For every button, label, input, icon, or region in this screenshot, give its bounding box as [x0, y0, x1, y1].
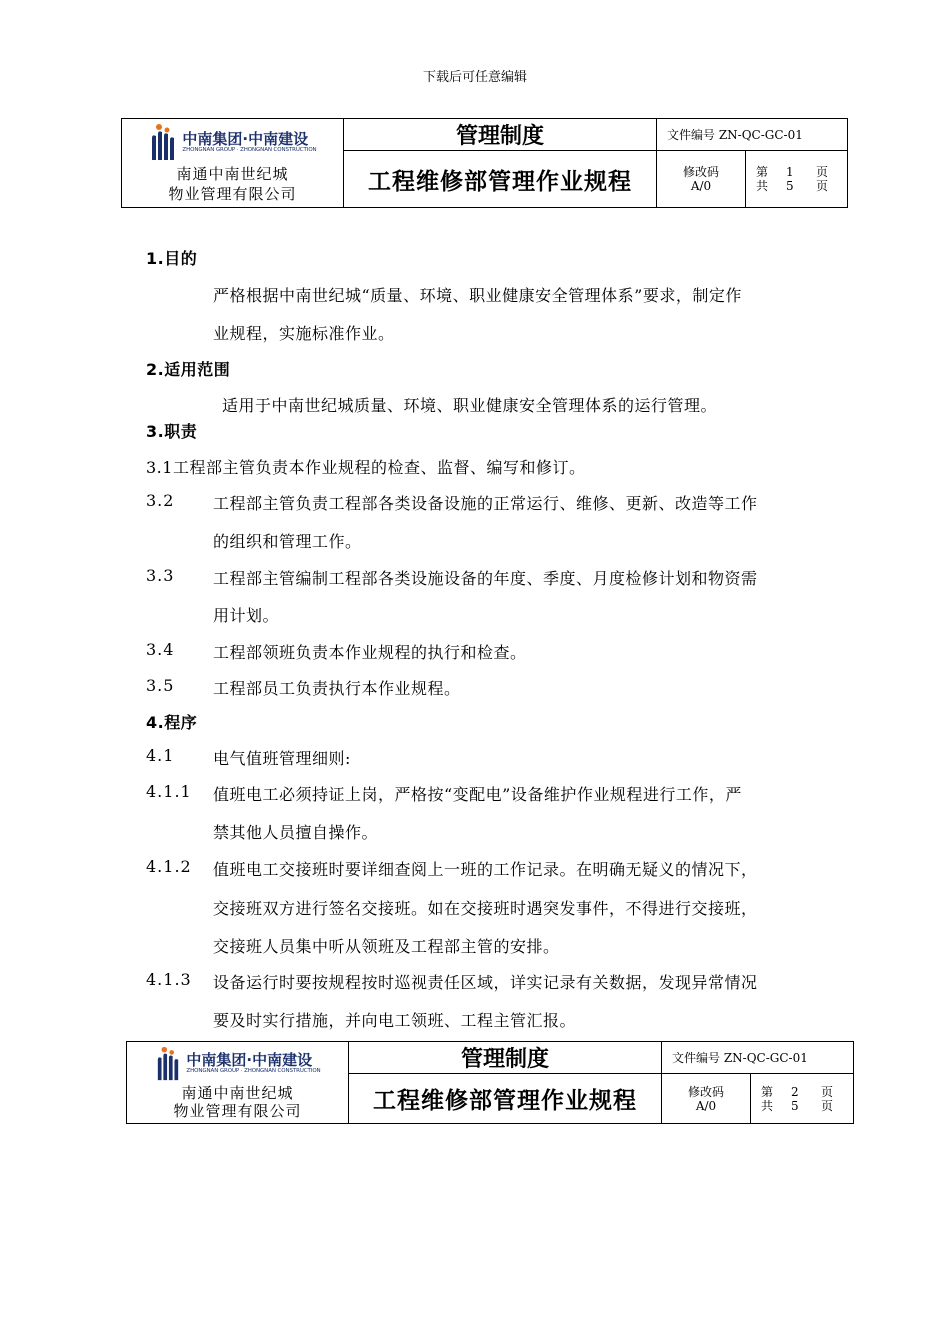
item-number: 4.1.2 — [146, 857, 192, 876]
category-title: 管理制度 — [349, 1042, 662, 1074]
revision-label: 修改码 — [687, 1084, 724, 1099]
item-number: 3.2 — [146, 491, 175, 510]
document-header — [121, 118, 848, 208]
paragraph: 3.1工程部主管负责本作业规程的检查、监督、编写和修订。 — [146, 458, 586, 477]
paragraph: 要及时实行措施，并向电工领班、工程主管汇报。 — [213, 1011, 577, 1030]
paragraph: 交接班双方进行签名交接班。如在交接班时遇突发事件，不得进行交接班， — [213, 899, 758, 918]
document-header-page-2 — [126, 1041, 854, 1124]
document-title: 工程维修部管理作业规程 — [344, 151, 657, 208]
logo-english-text: ZHONGNAN GROUP · ZHONGNAN CONSTRUCTION — [182, 146, 317, 153]
item-number: 4.1.3 — [146, 970, 192, 989]
paragraph: 的组织和管理工作。 — [213, 532, 362, 551]
paragraph: 严格根据中南世纪城“质量、环境、职业健康安全管理体系”要求，制定作 — [213, 286, 742, 305]
paragraph: 设备运行时要按规程按时巡视责任区域，详实记录有关数据，发现异常情况 — [213, 973, 758, 992]
revision-value: A/0 — [690, 179, 712, 193]
paragraph: 适用于中南世纪城质量、环境、职业健康安全管理体系的运行管理。 — [222, 396, 718, 415]
page-info: 第 1 页 共 5 页 — [746, 151, 848, 208]
section-1-heading: 1.目的 — [146, 249, 198, 268]
company-cell — [122, 119, 344, 208]
paragraph: 工程部主管编制工程部各类设施设备的年度、季度、月度检修计划和物资需 — [213, 569, 758, 588]
document-number: 文件编号 ZN-QC-GC-01 — [662, 1042, 854, 1074]
zhongnan-logo-icon — [154, 1045, 182, 1082]
revision-value: A/0 — [695, 1098, 717, 1113]
company-cell — [127, 1042, 349, 1124]
section-2-heading: 2.适用范围 — [146, 360, 231, 379]
company-name-line2: 物业管理有限公司 — [168, 185, 297, 203]
paragraph: 电气值班管理细则: — [213, 749, 351, 768]
logo-english-text: ZHONGNAN GROUP · ZHONGNAN CONSTRUCTION — [186, 1068, 321, 1074]
company-logo — [122, 122, 343, 162]
logo-chinese-text: 中南集团·中南建设 — [182, 129, 309, 148]
company-name-line1: 南通中南世纪城 — [176, 165, 289, 183]
paragraph: 禁其他人员擅自操作。 — [213, 823, 379, 842]
zhongnan-logo-icon — [148, 122, 178, 162]
revision-cell — [657, 151, 746, 208]
company-name-line1: 南通中南世纪城 — [181, 1084, 294, 1102]
page-info: 第 2 页 共 5 页 — [751, 1074, 854, 1124]
paragraph: 交接班人员集中听从领班及工程部主管的安排。 — [213, 937, 560, 956]
paragraph: 值班电工交接班时要详细查阅上一班的工作记录。在明确无疑义的情况下， — [213, 860, 758, 879]
logo-chinese-text: 中南集团·中南建设 — [186, 1051, 313, 1069]
paragraph: 值班电工必须持证上岗，严格按“变配电”设备维护作业规程进行工作，严 — [213, 785, 742, 804]
item-number: 3.5 — [146, 676, 175, 695]
category-title: 管理制度 — [344, 119, 657, 151]
paragraph: 业规程，实施标准作业。 — [213, 324, 395, 343]
revision-label: 修改码 — [682, 165, 719, 179]
revision-cell — [662, 1074, 751, 1124]
company-name-line2: 物业管理有限公司 — [173, 1102, 302, 1120]
download-note: 下载后可任意编辑 — [422, 70, 527, 85]
paragraph: 用计划。 — [213, 606, 280, 625]
document-number: 文件编号 ZN-QC-GC-01 — [657, 119, 848, 151]
item-number: 4.1 — [146, 746, 175, 765]
item-number: 3.3 — [146, 566, 175, 585]
paragraph: 工程部领班负责本作业规程的执行和检查。 — [213, 643, 527, 662]
section-4-heading: 4.程序 — [146, 713, 198, 732]
company-logo — [127, 1045, 348, 1082]
item-number: 4.1.1 — [146, 782, 192, 801]
document-title: 工程维修部管理作业规程 — [349, 1074, 662, 1124]
item-number: 3.4 — [146, 640, 175, 659]
paragraph: 工程部员工负责执行本作业规程。 — [213, 679, 461, 698]
section-3-heading: 3.职责 — [146, 422, 198, 441]
paragraph: 工程部主管负责工程部各类设备设施的正常运行、维修、更新、改造等工作 — [213, 494, 758, 513]
